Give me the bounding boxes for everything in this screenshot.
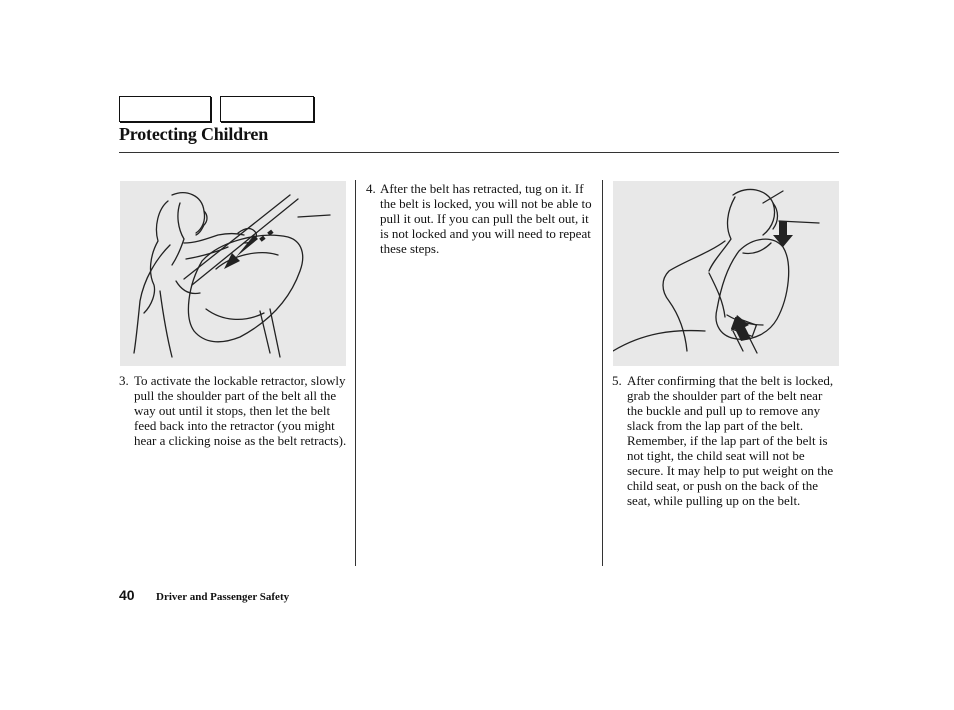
section-footer: Driver and Passenger Safety — [156, 591, 290, 603]
header-rule — [119, 152, 839, 153]
illustration-pulling-belt — [120, 181, 346, 366]
page-number: 40 — [119, 587, 135, 603]
page-title: Protecting Children — [119, 124, 269, 144]
step-5 — [612, 373, 838, 508]
illustration-pulling-belt-drawing — [120, 181, 346, 366]
column-divider-right — [602, 180, 603, 566]
column-divider-left — [355, 180, 356, 566]
step-3-number: 3. — [119, 373, 129, 388]
header-tab-box-left — [119, 96, 211, 122]
step-4 — [366, 181, 596, 256]
step-3-text: To activate the lockable retractor, slowly pull the shoulder part of the belt all the way out until it stops, then let the belt feed back into the retractor (you might hear a clicking noise as the belt retracts). — [134, 373, 347, 448]
step-4-text: After the belt has retracted, tug on it. If the belt is locked, you will not be able to pull it out. If you can pull the belt out, it is not locked and you will need to repeat these steps. — [380, 181, 592, 256]
illustration-tightening-lap-belt — [613, 181, 839, 366]
step-3 — [119, 373, 347, 448]
illustration-tightening-lap-belt-drawing — [613, 181, 839, 366]
step-5-text: After confirming that the belt is locked, grab the shoulder part of the belt near the buckle and pull up to remove any slack from the lap part of the belt. Remember, if the lap part of the belt is not tight, the child seat will not be secure. It may help to put weight on the child seat, or push on the back of the seat, while pulling up on the belt. — [627, 373, 834, 508]
header-tab-box-right — [220, 96, 314, 122]
step-5-number: 5. — [612, 373, 622, 388]
step-4-number: 4. — [366, 181, 376, 196]
